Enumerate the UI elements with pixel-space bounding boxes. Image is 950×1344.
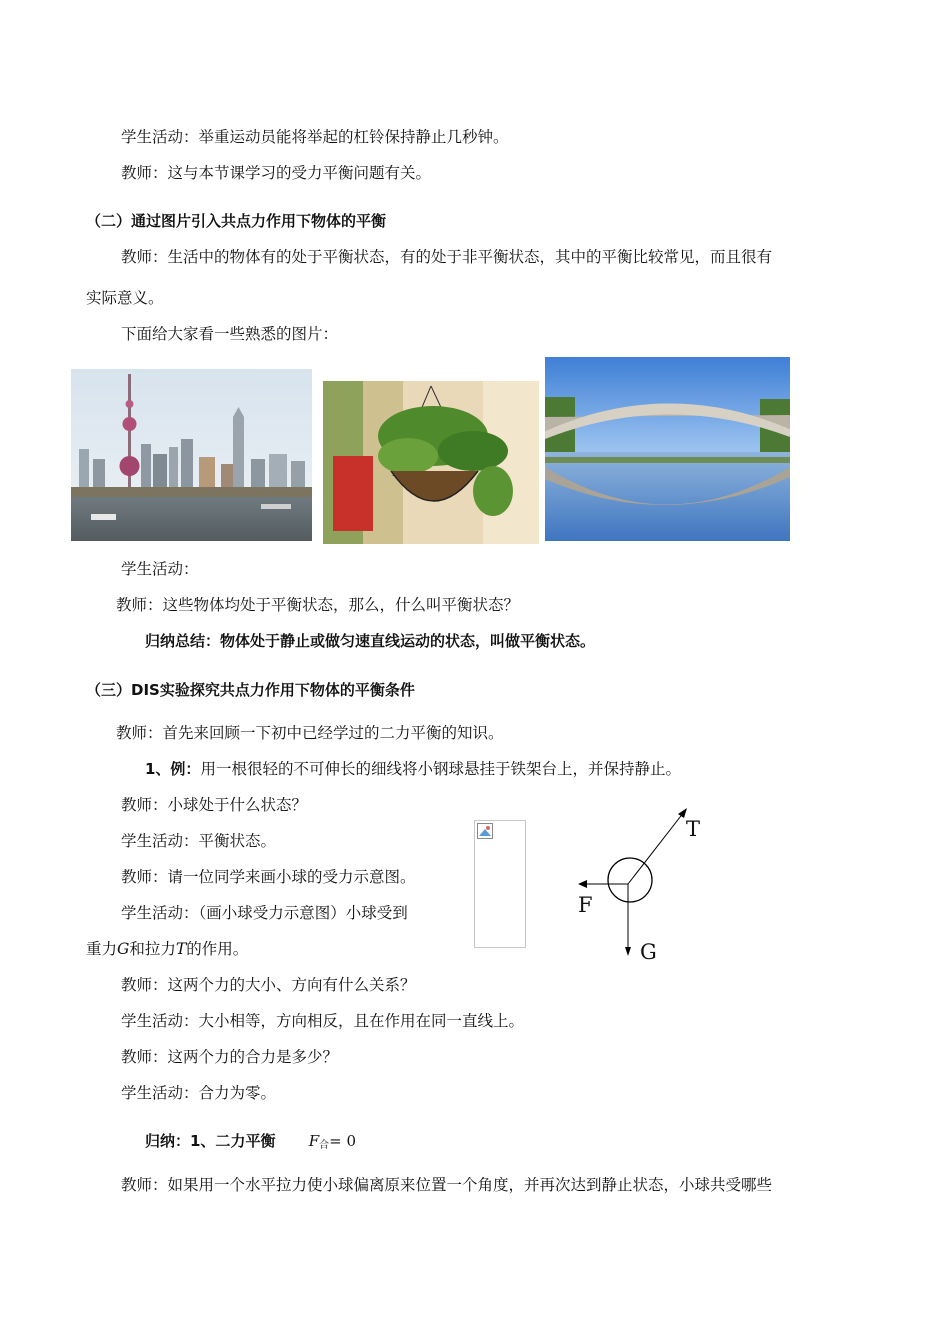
text-line (86, 939, 248, 959)
conclusion-label: 归纳：1、二力平衡 (145, 1132, 276, 1150)
photo-city-skyline (71, 369, 312, 541)
text-line: 学生活动： (121, 560, 199, 578)
example-line (145, 759, 681, 779)
photo-hanging-plant (323, 381, 539, 544)
text-segment: 和拉力 (129, 940, 176, 958)
label-f: F (578, 893, 593, 917)
broken-image-placeholder (474, 820, 526, 948)
text-line: 教师：小球处于什么状态？ (121, 796, 308, 814)
conclusion-line (145, 1131, 356, 1156)
text-line: 学生活动：举重运动员能将举起的杠铃保持静止几秒钟。 (121, 128, 509, 146)
ball-circle (608, 858, 652, 902)
formula-rest: = 0 (329, 1132, 356, 1150)
text-line: 教师：如果用一个水平拉力使小球偏离原来位置一个角度，并再次达到静止状态，小球共受哪些 (121, 1176, 773, 1194)
section-heading: （二）通过图片引入共点力作用下物体的平衡 (86, 212, 387, 230)
text-line: 教师：这两个力的合力是多少？ (121, 1048, 339, 1066)
text-line: 教师：生活中的物体有的处于平衡状态，有的处于非平衡状态，其中的平衡比较常见，而且很有 (121, 248, 773, 266)
text-line: 学生活动：平衡状态。 (121, 832, 277, 850)
broken-image-icon (477, 823, 493, 839)
text-line: 下面给大家看一些熟悉的图片： (121, 325, 339, 343)
text-line: 实际意义。 (86, 289, 164, 307)
label-t: T (686, 817, 701, 841)
text-line: 教师：请一位同学来画小球的受力示意图。 (121, 868, 416, 886)
section-heading: （三）DIS实验探究共点力作用下物体的平衡条件 (86, 681, 415, 699)
example-label: 1、例： (145, 760, 201, 778)
label-g: G (640, 940, 657, 964)
formula (309, 1132, 356, 1150)
text-segment: 的作用。 (186, 940, 249, 958)
formula-sub: 合 (319, 1140, 330, 1151)
text-line: 学生活动：合力为零。 (121, 1084, 277, 1102)
text-line: 学生活动：（画小球受力示意图）小球受到 (121, 904, 408, 922)
text-line: 学生活动：大小相等，方向相反，且在作用在同一直线上。 (121, 1012, 525, 1030)
symbol-g: G (117, 940, 130, 958)
summary-definition: 归纳总结：物体处于静止或做匀速直线运动的状态，叫做平衡状态。 (145, 632, 596, 650)
text-line: 教师：这与本节课学习的受力平衡问题有关。 (121, 164, 432, 182)
symbol-t: T (175, 940, 187, 958)
tension-vector (628, 812, 684, 884)
text-line: 教师：首先来回顾一下初中已经学过的二力平衡的知识。 (116, 724, 504, 742)
force-diagram (570, 800, 720, 970)
photo-arch-bridge (545, 357, 790, 541)
formula-f: F (308, 1132, 320, 1150)
text-segment: 重力 (86, 940, 118, 958)
text-line: 教师：这些物体均处于平衡状态，那么，什么叫平衡状态？ (116, 596, 520, 614)
example-text: 用一根很轻的不可伸长的细线将小钢球悬挂于铁架台上，并保持静止。 (200, 760, 681, 778)
text-line: 教师：这两个力的大小、方向有什么关系？ (121, 976, 416, 994)
